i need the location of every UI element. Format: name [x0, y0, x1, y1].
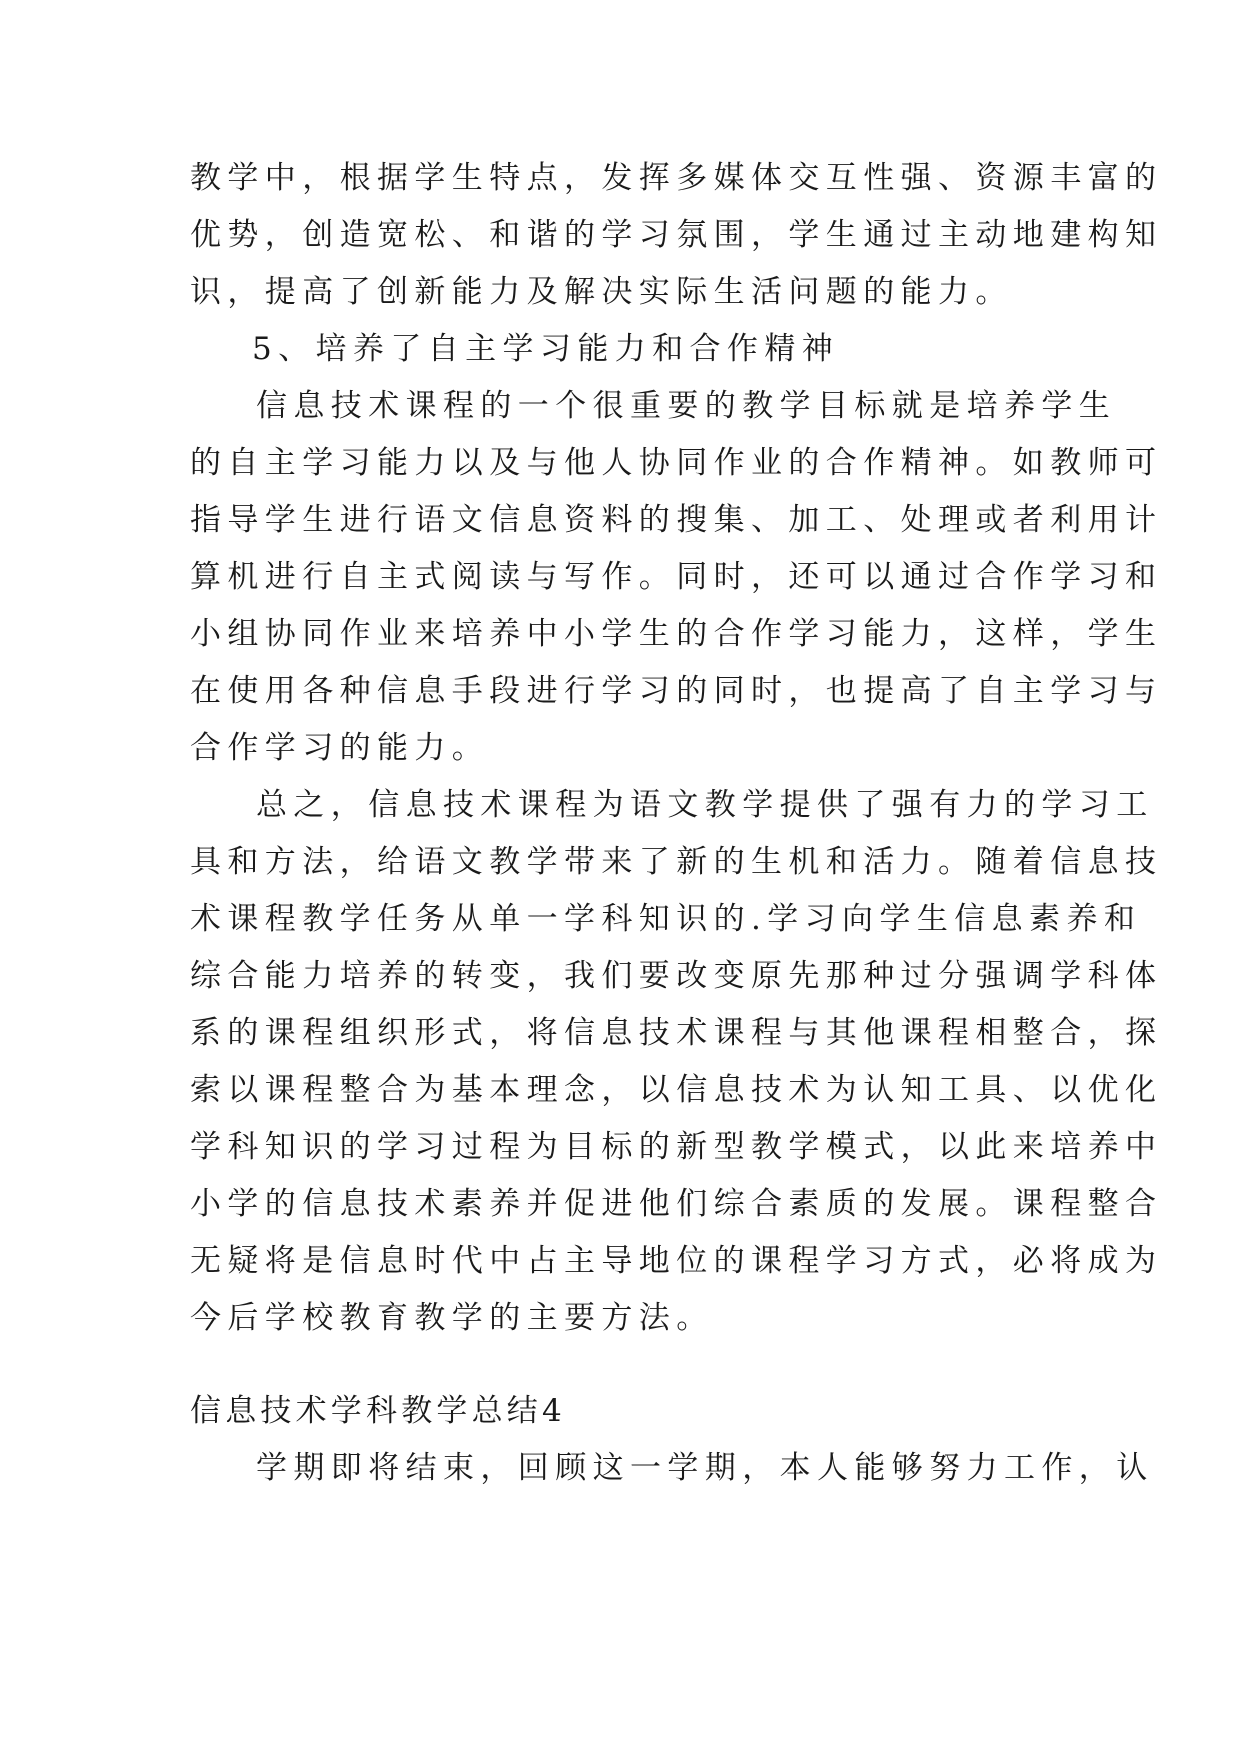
subheading: 5、培养了自主学习能力和合作精神 [252, 331, 840, 367]
paragraph-line: 总之，信息技术课程为语文教学提供了强有力的学习工 [256, 787, 1154, 823]
paragraph-line: 学期即将结束，回顾这一学期，本人能够努力工作，认 [256, 1450, 1154, 1486]
paragraph-line: 今后学校教育教学的主要方法。 [190, 1300, 714, 1336]
paragraph-line: 识，提高了创新能力及解决实际生活问题的能力。 [190, 274, 1013, 310]
paragraph-line: 系的课程组织形式，将信息技术课程与其他课程相整合，探 [190, 1015, 1163, 1051]
paragraph-line: 学科知识的学习过程为目标的新型教学模式，以此来培养中 [190, 1129, 1163, 1165]
paragraph-line: 算机进行自主式阅读与写作。同时，还可以通过合作学习和 [190, 559, 1163, 595]
paragraph-line: 教学中，根据学生特点，发挥多媒体交互性强、资源丰富的 [190, 160, 1163, 196]
section-gap [190, 1347, 1056, 1383]
paragraph-line: 小组协同作业来培养中小学生的合作学习能力，这样，学生 [190, 616, 1163, 652]
paragraph-line: 合作学习的能力。 [190, 730, 490, 766]
paragraph-line: 在使用各种信息手段进行学习的同时，也提高了自主学习与 [190, 673, 1163, 709]
paragraph-line: 索以课程整合为基本理念，以信息技术为认知工具、以优化 [190, 1072, 1163, 1108]
paragraph-line: 小学的信息技术素养并促进他们综合素质的发展。课程整合 [190, 1186, 1163, 1222]
paragraph-line: 的自主学习能力以及与他人协同作业的合作精神。如教师可 [190, 445, 1163, 481]
paragraph-line: 无疑将是信息时代中占主导地位的课程学习方式，必将成为 [190, 1243, 1163, 1279]
paragraph-line: 综合能力培养的转变，我们要改变原先那种过分强调学科体 [190, 958, 1163, 994]
document-page [190, 150, 1163, 1497]
paragraph-line: 优势，创造宽松、和谐的学习氛围，学生通过主动地建构知 [190, 217, 1163, 253]
paragraph-line: 术课程教学任务从单一学科知识的.学习向学生信息素养和 [190, 901, 1142, 937]
paragraph-line: 指导学生进行语文信息资料的搜集、加工、处理或者利用计 [190, 502, 1163, 538]
section-title: 信息技术学科教学总结4 [190, 1393, 566, 1429]
paragraph-line: 具和方法，给语文教学带来了新的生机和活力。随着信息技 [190, 844, 1163, 880]
paragraph-line: 信息技术课程的一个很重要的教学目标就是培养学生 [256, 388, 1117, 424]
